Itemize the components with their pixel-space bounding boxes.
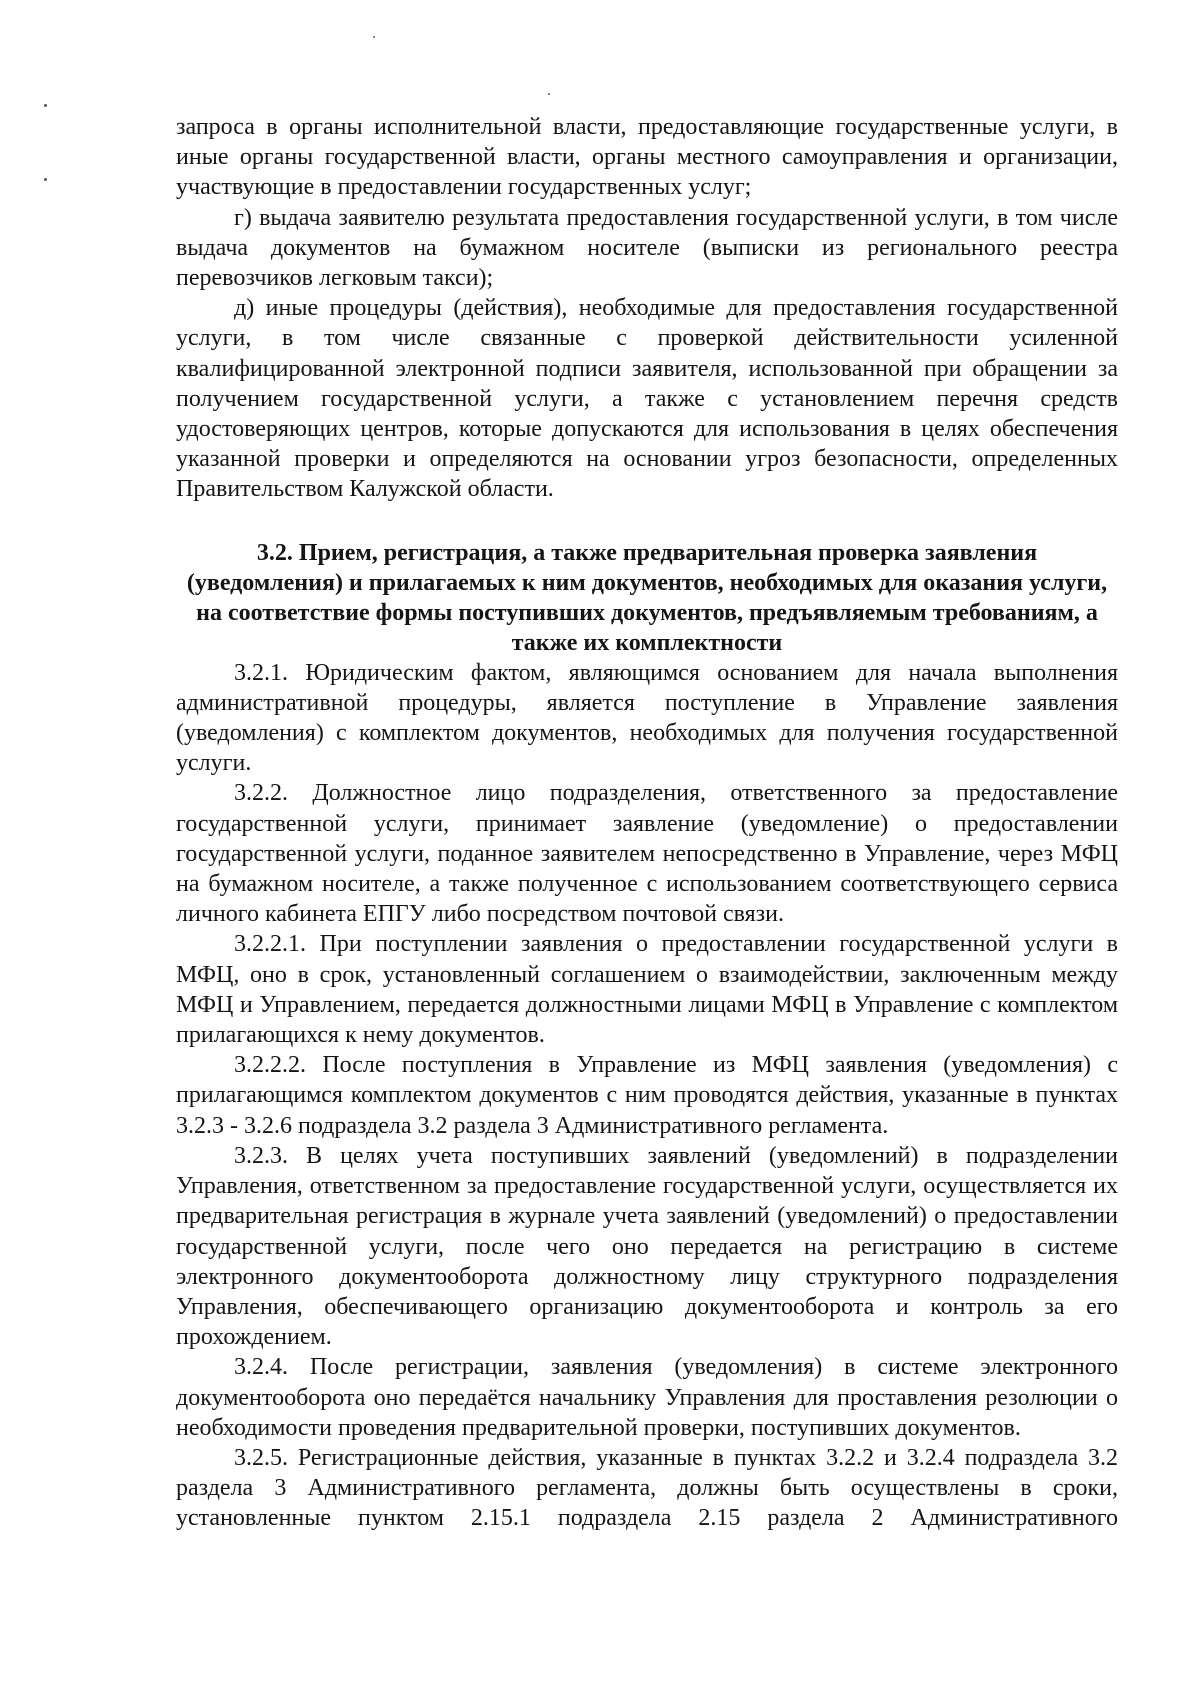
paragraph-item-g: г) выдача заявителю результата предоставления государственной услуги, в том числе выдача документов на бумажном носителе (выписки из регионального реестра перевозчиков легковым такси); — [176, 204, 1118, 292]
scan-speck — [44, 104, 47, 107]
paragraph-3-2-4: 3.2.4. После регистрации, заявления (уведомления) в системе электронного документооборота оно передаётся начальнику Управления для проставления резолюции о необходимости проведения предварительной проверки, поступивших документов. — [176, 1354, 1118, 1441]
paragraph-3-2-5: 3.2.5. Регистрационные действия, указанные в пунктах 3.2.2 и 3.2.4 подраздела 3.2 раздела 3 Административного регламента, должны быть осуществлены в сроки, установленные пунктом 2.15.1 подраздела 2.15 раздела 2 Административного — [176, 1444, 1118, 1532]
paragraph-item-d: д) иные процедуры (действия), необходимые для предоставления государственной услуги, в том числе связанные с проверкой действительности усиленной квалифицированной электронной подписи заявителя, использованной при обращении за получением государственной услуги, а также с установлением перечня средств удостоверяющих центров, которые допускаются для использования в целях обеспечения указанной проверки и определяются на основании угроз безопасности, определенных Правительством Калужской области. — [176, 295, 1118, 503]
scan-speck — [373, 36, 375, 38]
paragraph-3-2-2-1: 3.2.2.1. При поступлении заявления о предоставлении государственной услуги в МФЦ, оно в срок, установленный соглашением о взаимодействии, заключенным между МФЦ и Управлением, передается должностными лицами МФЦ в Управление с комплектом прилагающихся к нему документов. — [176, 931, 1118, 1049]
paragraph-3-2-2-2: 3.2.2.2. После поступления в Управление из МФЦ заявления (уведомления) с прилагающимся комплектом документов с ним проводятся действия, указанные в пунктах 3.2.3 - 3.2.6 подраздела 3.2 раздела 3 Административного регламента. — [176, 1052, 1118, 1139]
scan-speck — [548, 93, 550, 95]
section-heading: 3.2. Прием, регистрация, а также предварительная проверка заявления (уведомления) и прилагаемых к ним документов, необходимых для оказания услуги, на соответствие формы поступивших документов, предъявляемым требованиям, а также их комплектности — [186, 539, 1108, 656]
paragraph-3-2-3: 3.2.3. В целях учета поступивших заявлений (уведомлений) в подразделении Управления, ответственном за предоставление государственной услуги, осуществляется их предварительная регистрация в журнале учета заявлений (уведомлений) о предоставлении государственной услуги, после чего оно передается на регистрацию в системе электронного документооборота должностному лицу структурного подразделения Управления, обеспечивающего организацию документооборота и контроль за его прохождением. — [176, 1142, 1118, 1351]
paragraph-continuation: запроса в органы исполнительной власти, предоставляющие государственные услуги, в иные органы государственной власти, органы местного самоуправления и организации, участвующие в предоставлении государственных услуг; — [176, 114, 1118, 201]
paragraph-3-2-1: 3.2.1. Юридическим фактом, являющимся основанием для начала выполнения административной процедуры, является поступление в Управление заявления (уведомления) с комплектом документов, необходимых для получения государственной услуги. — [176, 659, 1118, 777]
document-page — [176, 112, 1118, 1534]
scan-speck — [44, 178, 47, 181]
paragraph-3-2-2: 3.2.2. Должностное лицо подразделения, ответственного за предоставление государственной услуги, принимает заявление (уведомление) о предоставлении государственной услуги, поданное заявителем непосредственно в Управление, через МФЦ на бумажном носителе, а также полученное с использованием соответствующего сервиса личного кабинета ЕПГУ либо посредством почтовой связи. — [176, 780, 1118, 928]
